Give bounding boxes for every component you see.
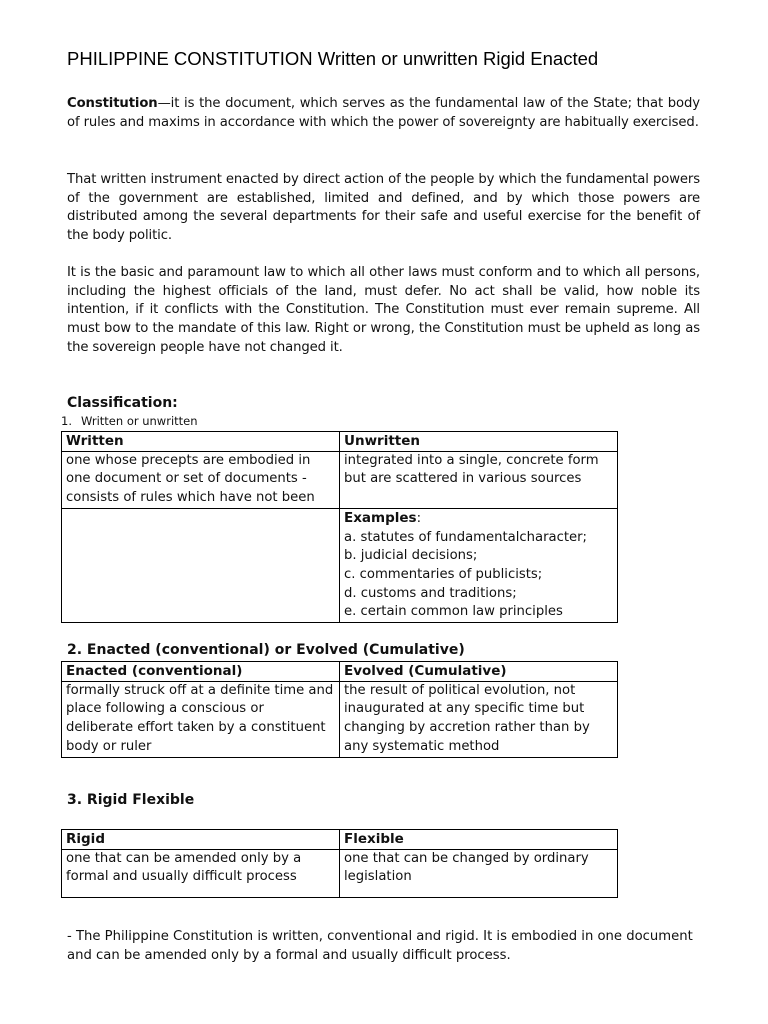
- cell-unwritten-desc: integrated into a single, concrete form but are scattered in various sources: [340, 451, 618, 508]
- header-evolved: Evolved (Cumulative): [340, 662, 618, 682]
- header-flexible: Flexible: [340, 830, 618, 850]
- examples-label-line: [344, 509, 613, 529]
- list-number: 1.: [61, 414, 72, 428]
- header-written: Written: [62, 432, 340, 452]
- enacted-evolved-heading: 2. Enacted (conventional) or Evolved (Cumulative): [67, 642, 465, 658]
- examples-label: Examples: [344, 509, 417, 526]
- example-item: e. certain common law principles: [344, 604, 563, 620]
- examples-colon: :: [416, 510, 422, 526]
- cell-flexible-desc: one that can be changed by ordinary legislation: [340, 849, 618, 897]
- header-unwritten: Unwritten: [340, 432, 618, 452]
- example-item: a. statutes of fundamentalcharacter;: [344, 529, 588, 545]
- classification-heading: Classification:: [67, 395, 178, 411]
- table-enacted-evolved: [61, 661, 618, 758]
- example-item: c. commentaries of publicists;: [344, 566, 543, 582]
- constitution-term: Constitution: [67, 96, 158, 111]
- table-row: [62, 432, 618, 452]
- paragraph-paramount-law: It is the basic and paramount law to which all other laws must conform and to which all persons, including the highest officials of the land, must defer. No act shall be valid, how noble its intention, if it conflicts with the Constitution. The Constitution must ever remain supreme. All must bow to the mandate of this law. Right or wrong, the Constitution must be upheld as long as the sovereign people have not changed it.: [67, 265, 700, 355]
- constitution-definition: [67, 95, 700, 132]
- header-enacted: Enacted (conventional): [62, 662, 340, 682]
- cell-enacted-desc: formally struck off at a definite time and place following a conscious or deliberate effort taken by a constituent body or ruler: [62, 681, 340, 757]
- cell-written-desc: one whose precepts are embodied in one document or set of documents -consists of rules which have not been: [62, 451, 340, 508]
- header-rigid: Rigid: [62, 830, 340, 850]
- page-title: PHILIPPINE CONSTITUTION Written or unwritten Rigid Enacted: [67, 48, 599, 69]
- example-item: b. judicial decisions;: [344, 548, 478, 564]
- cell-rigid-desc: one that can be amended only by a formal and usually difficult process: [62, 849, 340, 897]
- conclusion-text: - The Philippine Constitution is written, conventional and rigid. It is embodied in one document and can be amended only by a formal and usually difficult process.: [67, 929, 693, 963]
- list-label: Written or unwritten: [81, 414, 198, 428]
- definition-text: —it is the document, which serves as the fundamental law of the State; that body of rules and maxims in accordance with which the power of sovereignty are habitually exercised.: [67, 96, 700, 130]
- table-row: [62, 849, 618, 897]
- table-row: [62, 451, 618, 508]
- paragraph-written-instrument: That written instrument enacted by direct action of the people by which the fundamental powers of the government are established, limited and defined, and by which those powers are distributed among the several departments for their safe and useful exercise for the benefit of the body politic.: [67, 172, 700, 244]
- rigid-flexible-heading: 3. Rigid Flexible: [67, 792, 195, 808]
- table-row: [62, 662, 618, 682]
- table-written-unwritten: [61, 431, 618, 623]
- table-row: [62, 830, 618, 850]
- table-rigid-flexible: [61, 829, 618, 898]
- cell-evolved-desc: the result of political evolution, not inaugurated at any specific time but changing by accretion rather than by any systematic method: [340, 681, 618, 757]
- table-row: [62, 681, 618, 757]
- cell-empty: [62, 508, 340, 622]
- example-item: d. customs and traditions;: [344, 585, 517, 601]
- cell-examples: [340, 508, 618, 622]
- list-item-written-or-unwritten: [61, 414, 198, 428]
- table-row: [62, 508, 618, 622]
